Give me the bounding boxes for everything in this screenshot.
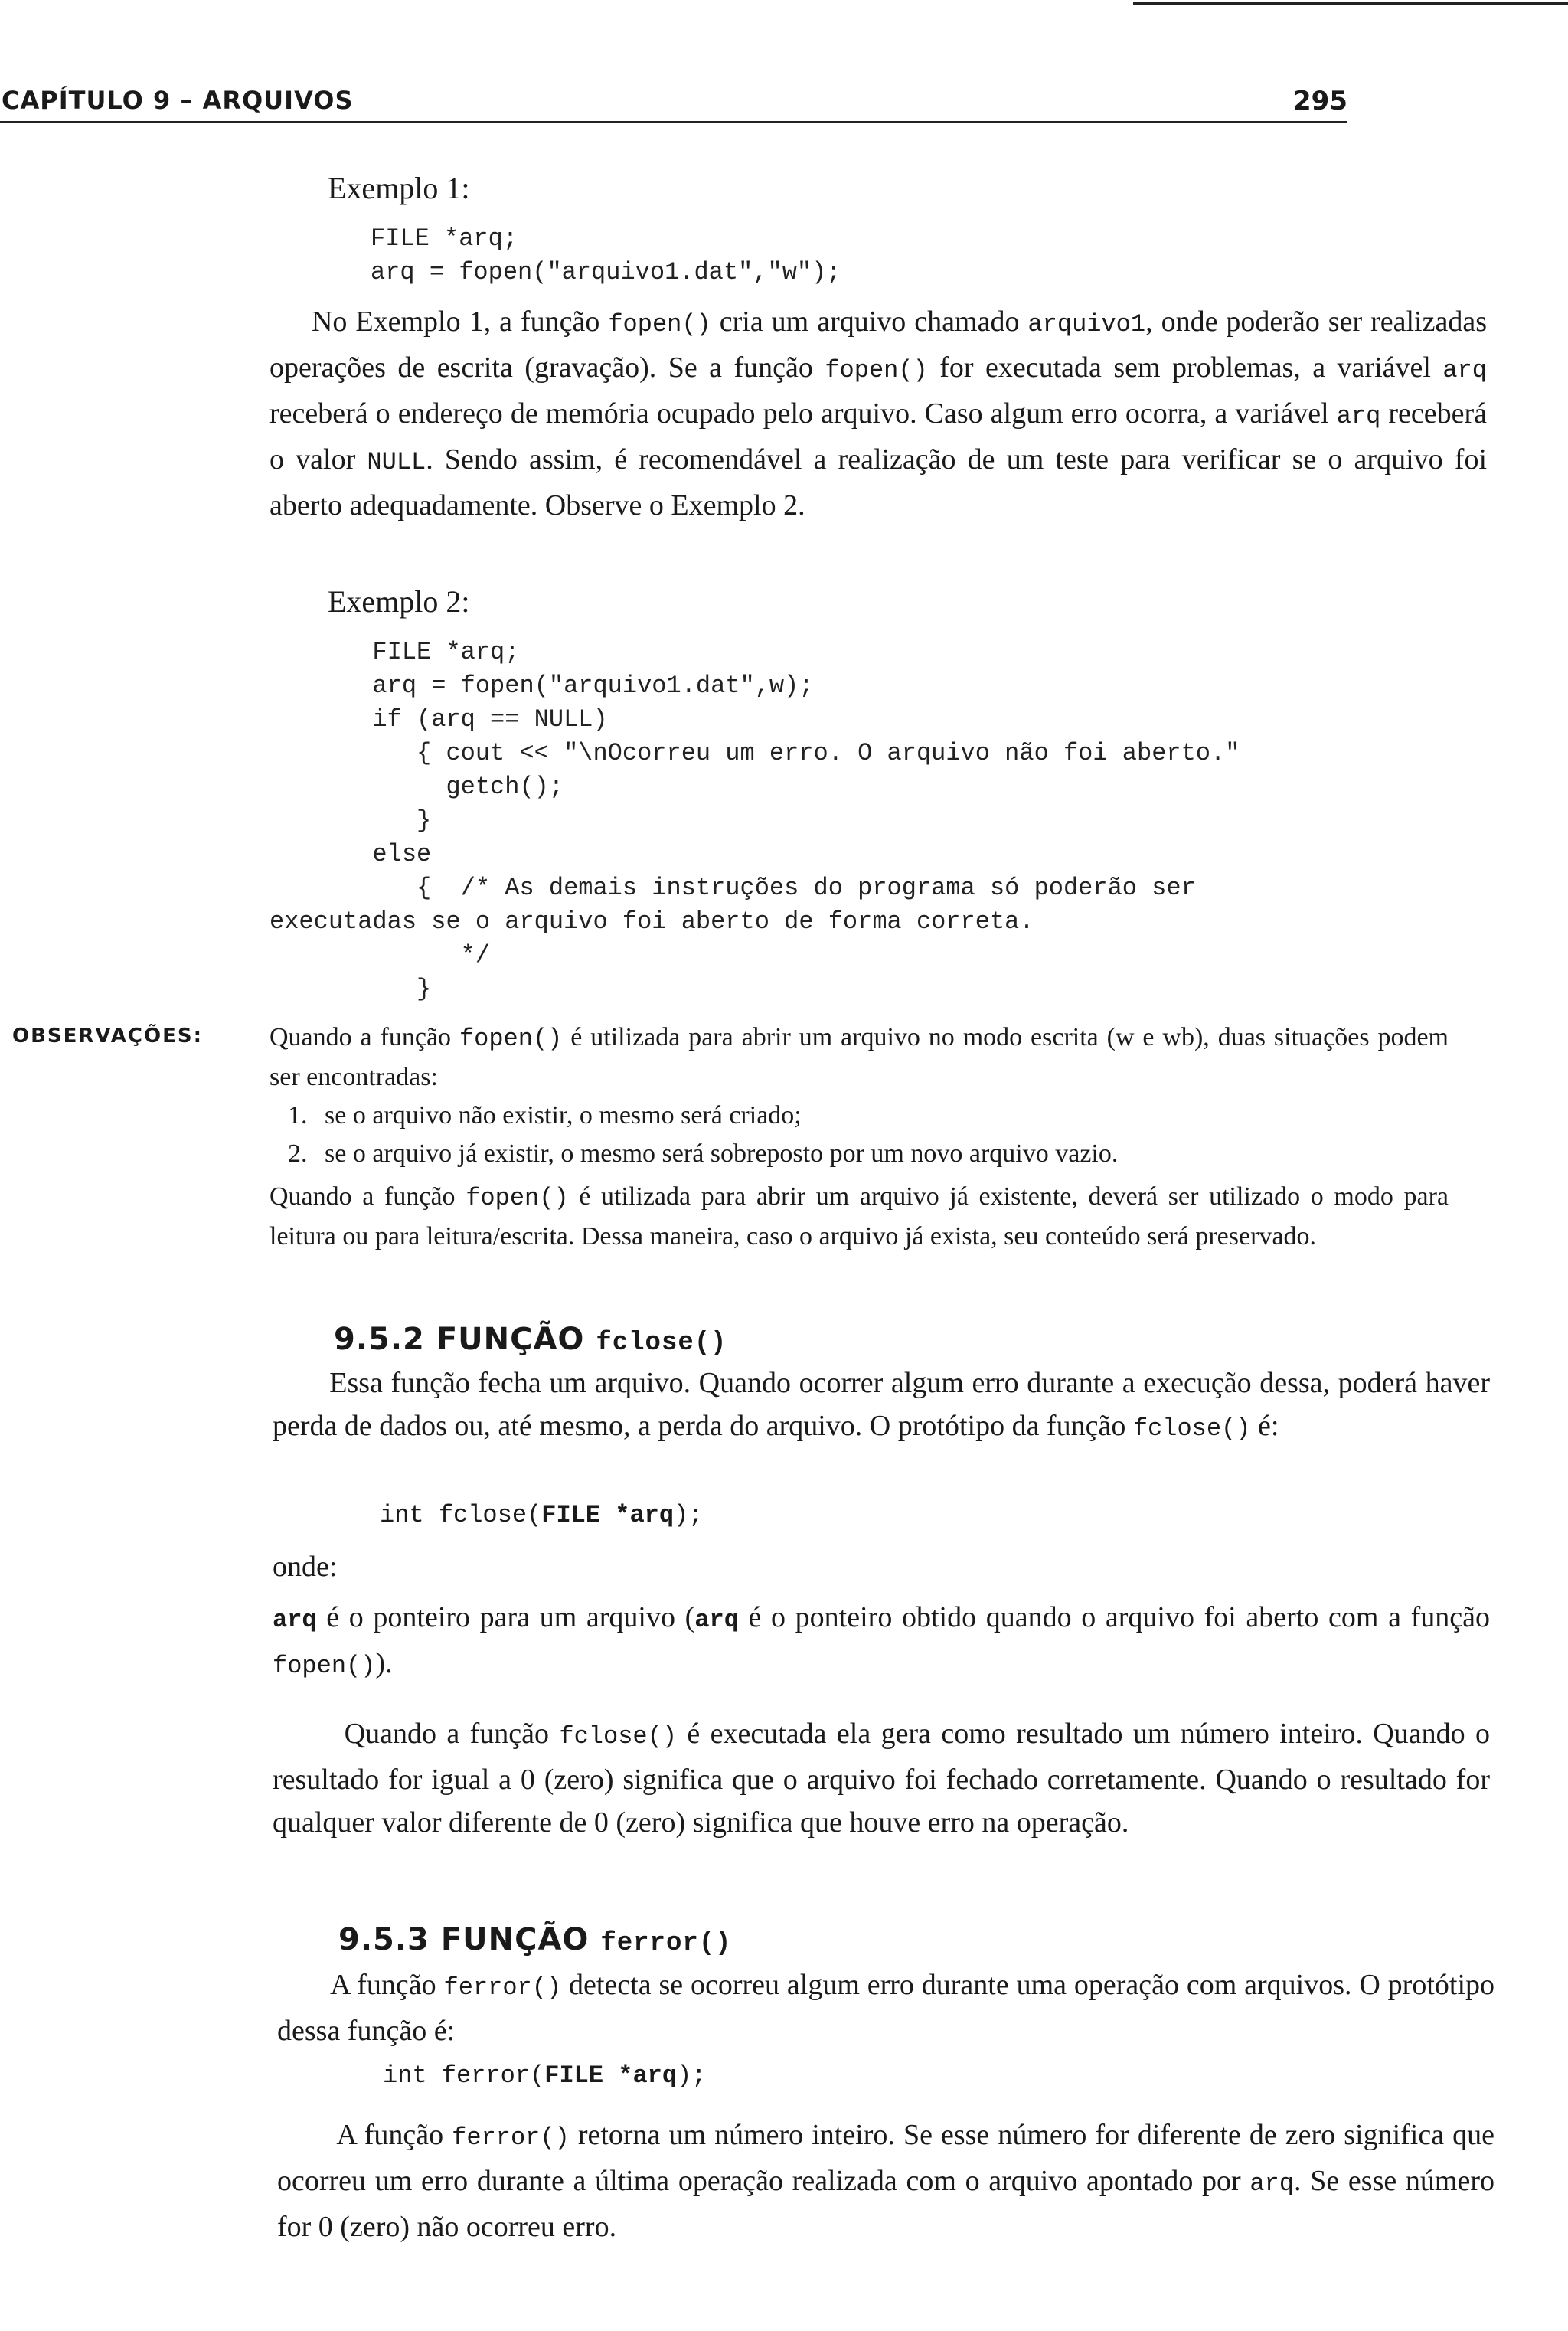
section-952-title: 9.5.2 FUNÇÃO fclose() (334, 1322, 727, 1358)
ferror-prototype: int ferror(FILE *arq); (383, 2061, 707, 2090)
onde-label: onde: (273, 1551, 338, 1583)
list-item: 1. se o arquivo não existir, o mesmo será criado; (314, 1097, 1449, 1135)
example1-code: FILE *arq; arq = fopen("arquivo1.dat","w"); (371, 224, 841, 286)
chapter-title: CAPÍTULO 9 – ARQUIVOS (2, 86, 354, 115)
section-952-paragraph2: arq é o ponteiro para um arquivo (arq é o ponteiro obtido quando o arquivo foi aberto com a função fopen()). (273, 1601, 1490, 1680)
header-rule (0, 121, 1348, 123)
observations-label: OBSERVAÇÕES: (12, 1025, 203, 1048)
section-952-paragraph3: Quando a função fclose() é executada ela gera como resultado um número inteiro. Quando o resultado for igual a 0 (zero) significa que o arquivo foi fechado corretamente. Quando o resultado for qualquer valor diferente de 0 (zero) significa que houve erro na operação. (273, 1718, 1490, 1839)
example2-code: FILE *arq; arq = fopen("arquivo1.dat",w); if (arq == NULL) { cout << "\nOcorreu um erro. O arquivo não foi aberto." getch(); } else { /* As demais instruções do programa só poderão ser executadas se o arquivo foi aberto de forma correta. */ } (270, 638, 1240, 1003)
observations-list (270, 1097, 1449, 1173)
fclose-prototype: int fclose(FILE *arq); (380, 1501, 704, 1529)
section-953-paragraph2: A função ferror() retorna um número inteiro. Se esse número for diferente de zero significa que ocorreu um erro durante a última operação realizada com o arquivo apontado por arq. Se esse número for 0 (zero) não ocorreu erro. (277, 2119, 1494, 2243)
page-header (0, 86, 1348, 124)
example2-label: Exemplo 2: (328, 584, 470, 619)
top-border-line (1133, 2, 1568, 5)
paragraph-example1: No Exemplo 1, a função fopen() cria um arquivo chamado arquivo1, onde poderão ser realizadas operações de escrita (gravação). Se a função fopen() for executada sem problemas, a variável arq receberá o endereço de memória ocupado pelo arquivo. Caso algum erro ocorra, a variável arq receberá o valor NULL. Sendo assim, é recomendável a realização de um teste para verificar se o arquivo foi aberto adequadamente. Observe o Exemplo 2. (270, 306, 1488, 521)
list-item: 2. se o arquivo já existir, o mesmo será sobreposto por um novo arquivo vazio. (314, 1135, 1449, 1173)
section-953-title: 9.5.3 FUNÇÃO ferror() (338, 1922, 732, 1958)
page-number: 295 (1293, 86, 1348, 116)
observations-block: Quando a função fopen() é utilizada para abrir um arquivo no modo escrita (w e wb), duas situações podem ser encontradas: 1. se o arquivo não existir, o mesmo será criado; 2. se o arquivo já existir, o mesmo será sobreposto por um novo arquivo vazio. Quando a função fopen() é utilizada para abrir um arquivo já existente, deverá ser utilizado o modo para leitura ou para leitura/escrita. Dessa maneira, caso o arquivo já exista, seu conteúdo será preservado. (270, 1018, 1449, 1256)
example1-label: Exemplo 1: (328, 171, 470, 205)
section-952-paragraph1: Essa função fecha um arquivo. Quando ocorrer algum erro durante a execução dessa, poderá haver perda de dados ou, até mesmo, a perda do arquivo. O protótipo da função fclose() é: (273, 1367, 1490, 1443)
section-953-paragraph1: A função ferror() detecta se ocorreu algum erro durante uma operação com arquivos. O protótipo dessa função é: (277, 1969, 1495, 2047)
